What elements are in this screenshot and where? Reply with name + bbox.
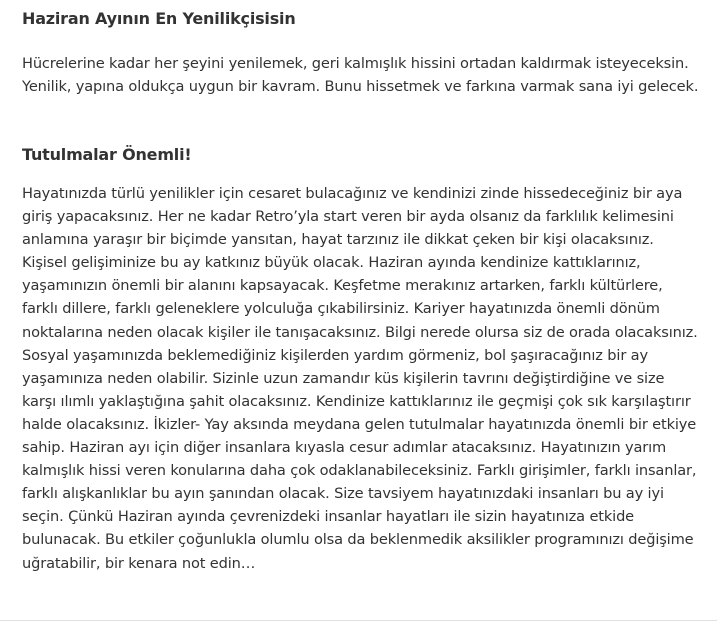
- bottom-divider: [0, 620, 717, 621]
- section-paragraph-innovator: Hücrelerine kadar her şeyini yenilemek, geri kalmışlık hissini ortadan kaldırmak isteyeceksin. Yenilik, yapına oldukça uygun bir kavram. Bunu hissetmek ve farkına varmak sana iyi gelecek.: [22, 55, 699, 96]
- section-paragraph-eclipses: Hayatınızda türlü yenilikler için cesaret bulacağınız ve kendinizi zinde hissedeceğiniz bir aya giriş yapacaksınız. Her ne kadar Retro’yla start veren bir ayda olsanız da farklılık kelimesini anlamına yaraşır bir biçimde yansıtan, hayat tarzınız ile dikkat çeken bir kişi olacaksınız. Kişisel gelişiminize bu ay katkınız büyük olacak. Haziran ayında kendinize kattıklarınız, yaşamınızın önemli bir alanını kapsayacak. Keşfetme merakınız artarken, farklı kültürlere, farklı dillere, farklı geleneklere yolculuğa çıkabilirsiniz. Kariyer hayatınızda önemli dönüm noktalarına neden olacak kişiler ile tanışacaksınız. Bilgi nerede olursa siz de orada olacaksınız. Sosyal yaşamınızda beklemediğiniz kişilerden yardım görmeniz, bol şaşıracağınız bir ay yaşamınıza neden olabilir. Sizinle uzun zamandır küs kişilerin tavrını değiştirdiğine ve size karşı ılımlı yaklaştığına şahit olacaksınız. Kendinize kattıklarınız ile geçmişi çok sık karşılaştırır halde olacaksınız. İkizler- Yay aksında meydana gelen tutulmalar hayatınızda önemli bir etkiye sahip. Haziran ayı için diğer insanlara kıyasla cesur adımlar atacaksınız. Hayatınızın yarım kalmışlık hissi veren konularına daha çok odaklanabileceksiniz. Farklı girişimler, farklı insanlar, farklı alışkanlıklar bu ayın şanından olacak. Size tavsiyem hayatınızdaki insanları bu ay iyi seçin. Çünkü Haziran ayında çevrenizdeki insanlar hayatları ile sizin hayatınıza etkide bulunacak. Bu etkiler çoğunlukla olumlu olsa da beklenmedik aksilikler programınızı değişime uğratabilir, bir kenara not edin…: [22, 185, 698, 572]
- section-title-innovator: Haziran Ayının En Yenilikçisisin: [22, 9, 296, 28]
- section-title-eclipses: Tutulmalar Önemli!: [22, 145, 192, 164]
